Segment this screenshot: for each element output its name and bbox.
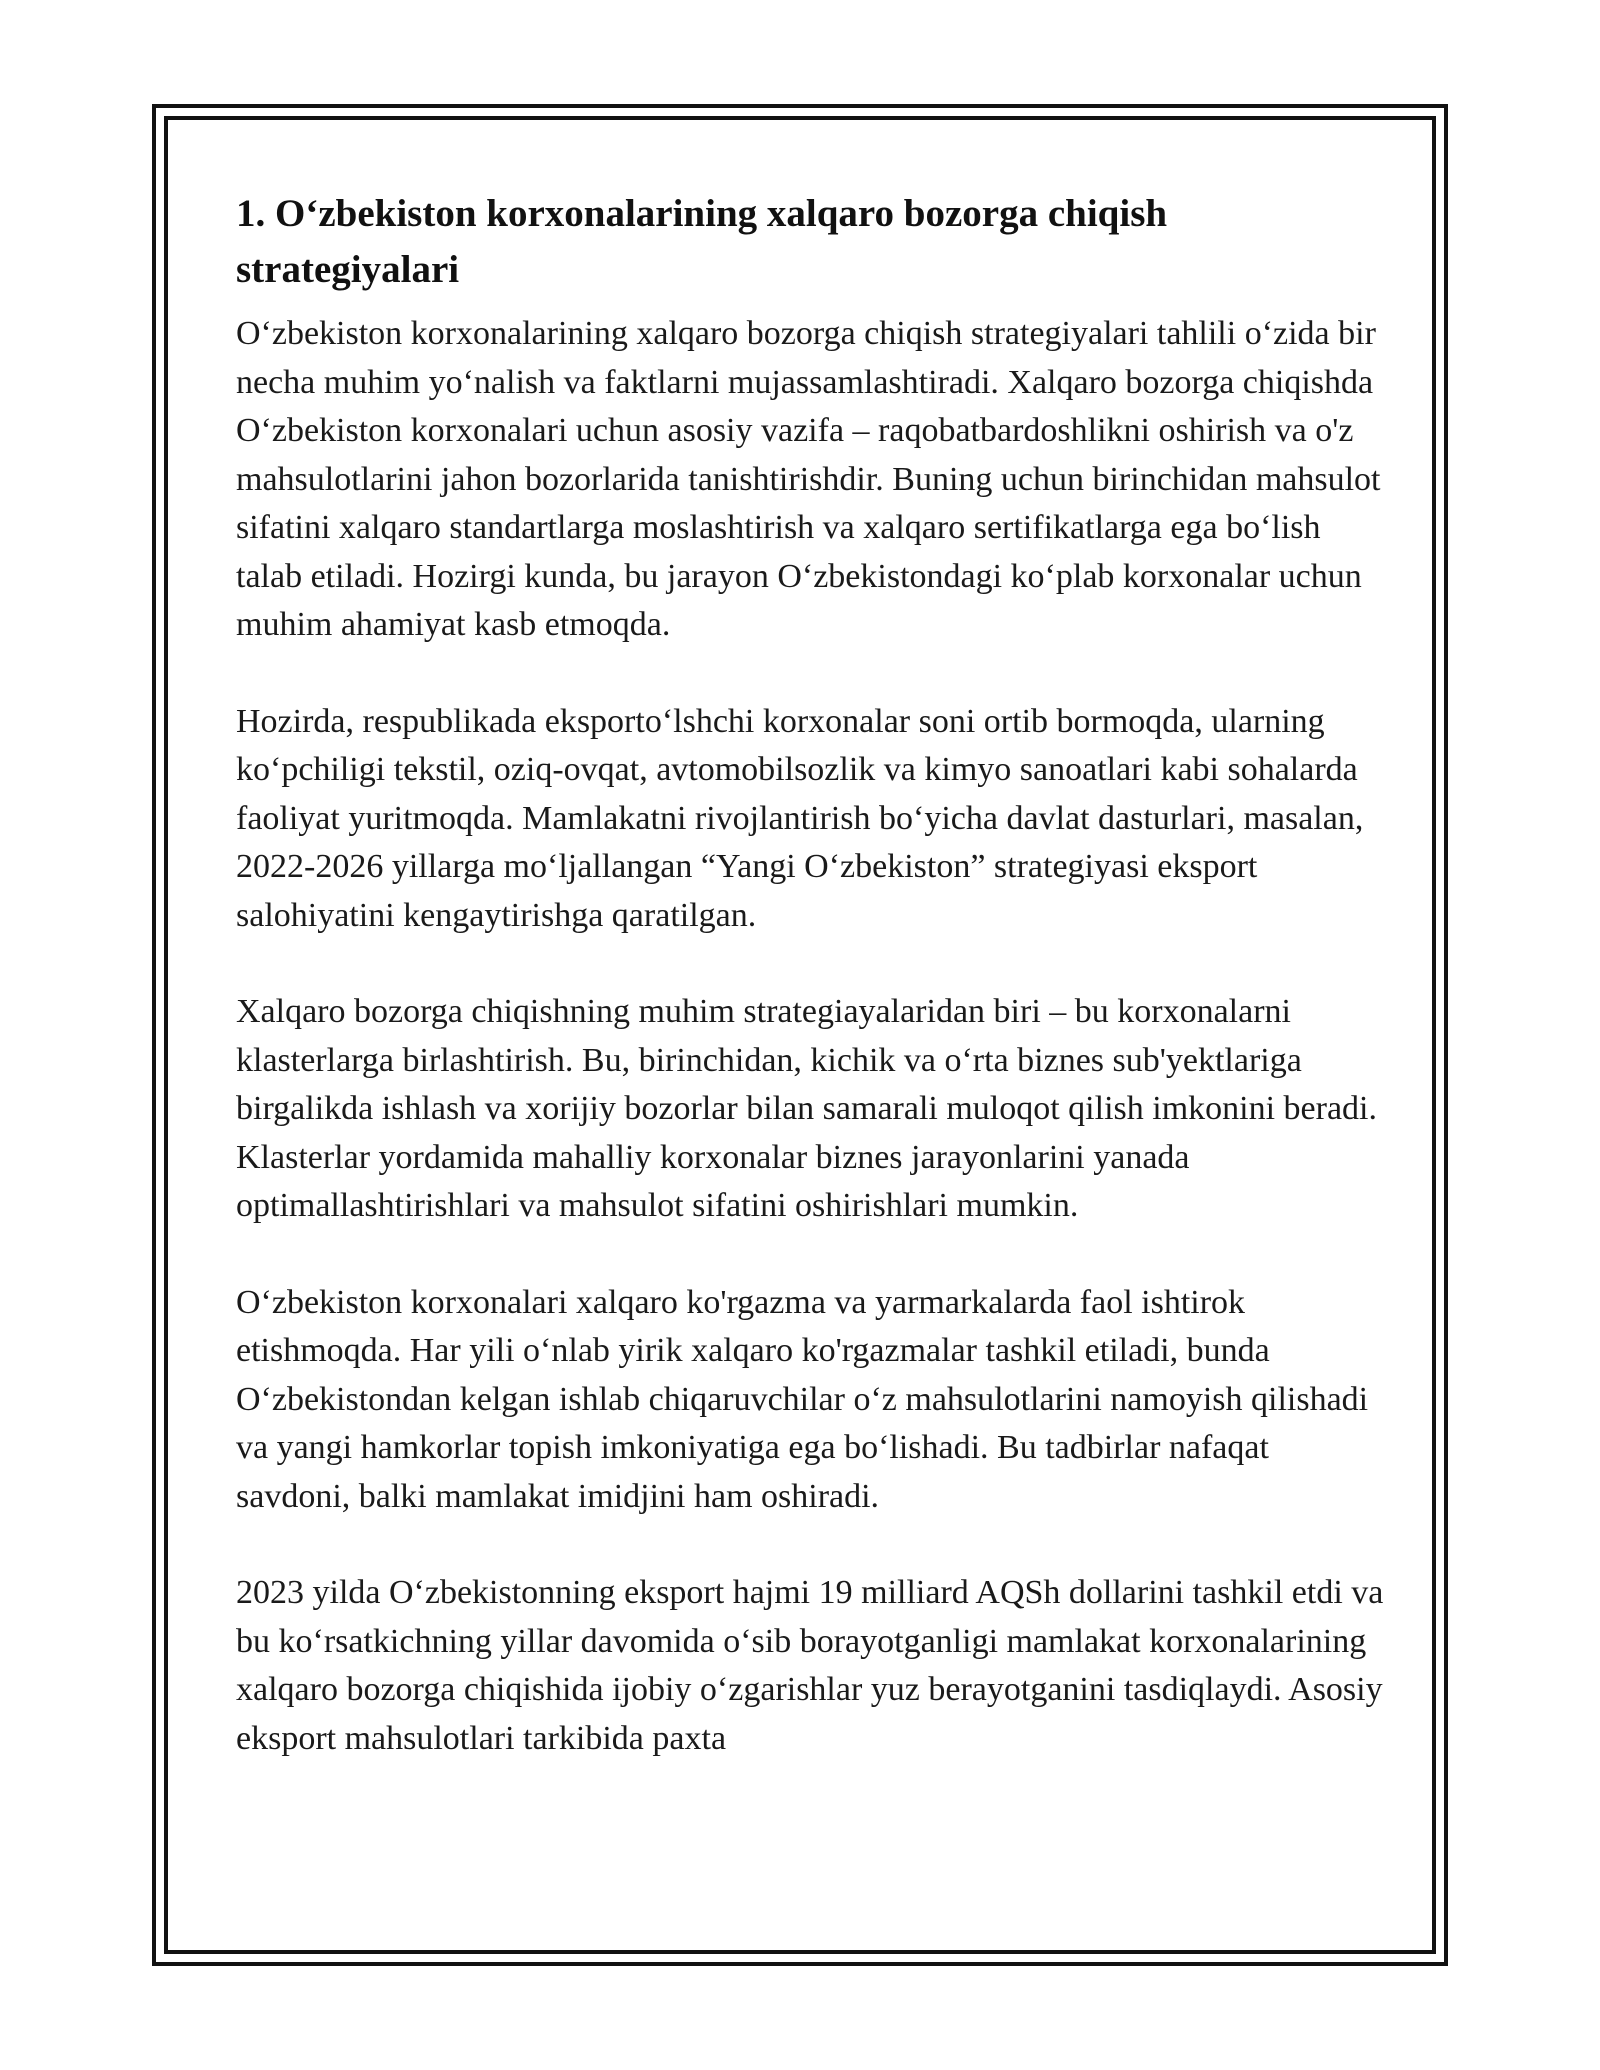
document-content	[236, 186, 1386, 1811]
paragraph-3: Xalqaro bozorga chiqishning muhim strategiayalaridan biri – bu korxonalarni klasterlarga birlashtirish. Bu, birinchidan, kichik va o‘rta biznes sub'yektlariga birgalikda ishlash va xorijiy bozorlar bilan samarali muloqot qilish imkonini beradi. Klasterlar yordamida mahalliy korxonalar biznes jarayonlarini yanada optimallashtirishlari va mahsulot sifatini oshirishlari mumkin.	[236, 993, 1377, 1224]
paragraph-2: Hozirda, respublikada eksporto‘lshchi korxonalar soni ortib bormoqda, ularning ko‘pchiligi tekstil, oziq-ovqat, avtomobilsozlik va kimyo sanoatlari kabi sohalarda faoliyat yuritmoqda. Mamlakatni rivojlantirish bo‘yicha davlat dasturlari, masalan, 2022-2026 yillarga mo‘ljallangan “Yangi O‘zbekiston” strategiyasi eksport salohiyatini kengaytirishga qaratilgan.	[236, 702, 1364, 934]
paragraph-5: 2023 yilda O‘zbekistonning eksport hajmi 19 milliard AQSh dollarini tashkil etdi va bu ko‘rsatkichning yillar davomida o‘sib borayotganligi mamlakat korxonalarining xalqaro bozorga chiqishida ijobiy o‘zgarishlar yuz berayotganini tasdiqlaydi. Asosiy eksport mahsulotlari tarkibida paxta	[236, 1574, 1384, 1757]
paragraph-4: O‘zbekiston korxonalari xalqaro ko'rgazma va yarmarkalarda faol ishtirok etishmoqda. Har yili o‘nlab yirik xalqaro ko'rgazmalar tashkil etiladi, bunda O‘zbekistondan kelgan ishlab chiqaruvchilar o‘z mahsulotlarini namoyish qilishadi va yangi hamkorlar topish imkoniyatiga ega bo‘lishadi. Bu tadbirlar nafaqat savdoni, balki mamlakat imidjini ham oshiradi.	[236, 1283, 1369, 1515]
paragraph-1: O‘zbekiston korxonalarining xalqaro bozorga chiqish strategiyalari tahlili o‘zida bir necha muhim yo‘nalish va faktlarni mujassamlashtiradi. Xalqaro bozorga chiqishda O‘zbekiston korxonalari uchun asosiy vazifa – raqobatbardoshlikni oshirish va o'z mahsulotlarini jahon bozorlarida tanishtirishdir. Buning uchun birinchidan mahsulot sifatini xalqaro standartlarga moslashtirish va xalqaro sertifikatlarga ega bo‘lish talab etiladi. Hozirgi kunda, bu jarayon O‘zbekistondagi ko‘plab korxonalar uchun muhim ahamiyat kasb etmoqda.	[236, 315, 1381, 643]
section-heading: 1. O‘zbekiston korxonalarining xalqaro bozorga chiqish strategiyalari	[236, 192, 1168, 291]
